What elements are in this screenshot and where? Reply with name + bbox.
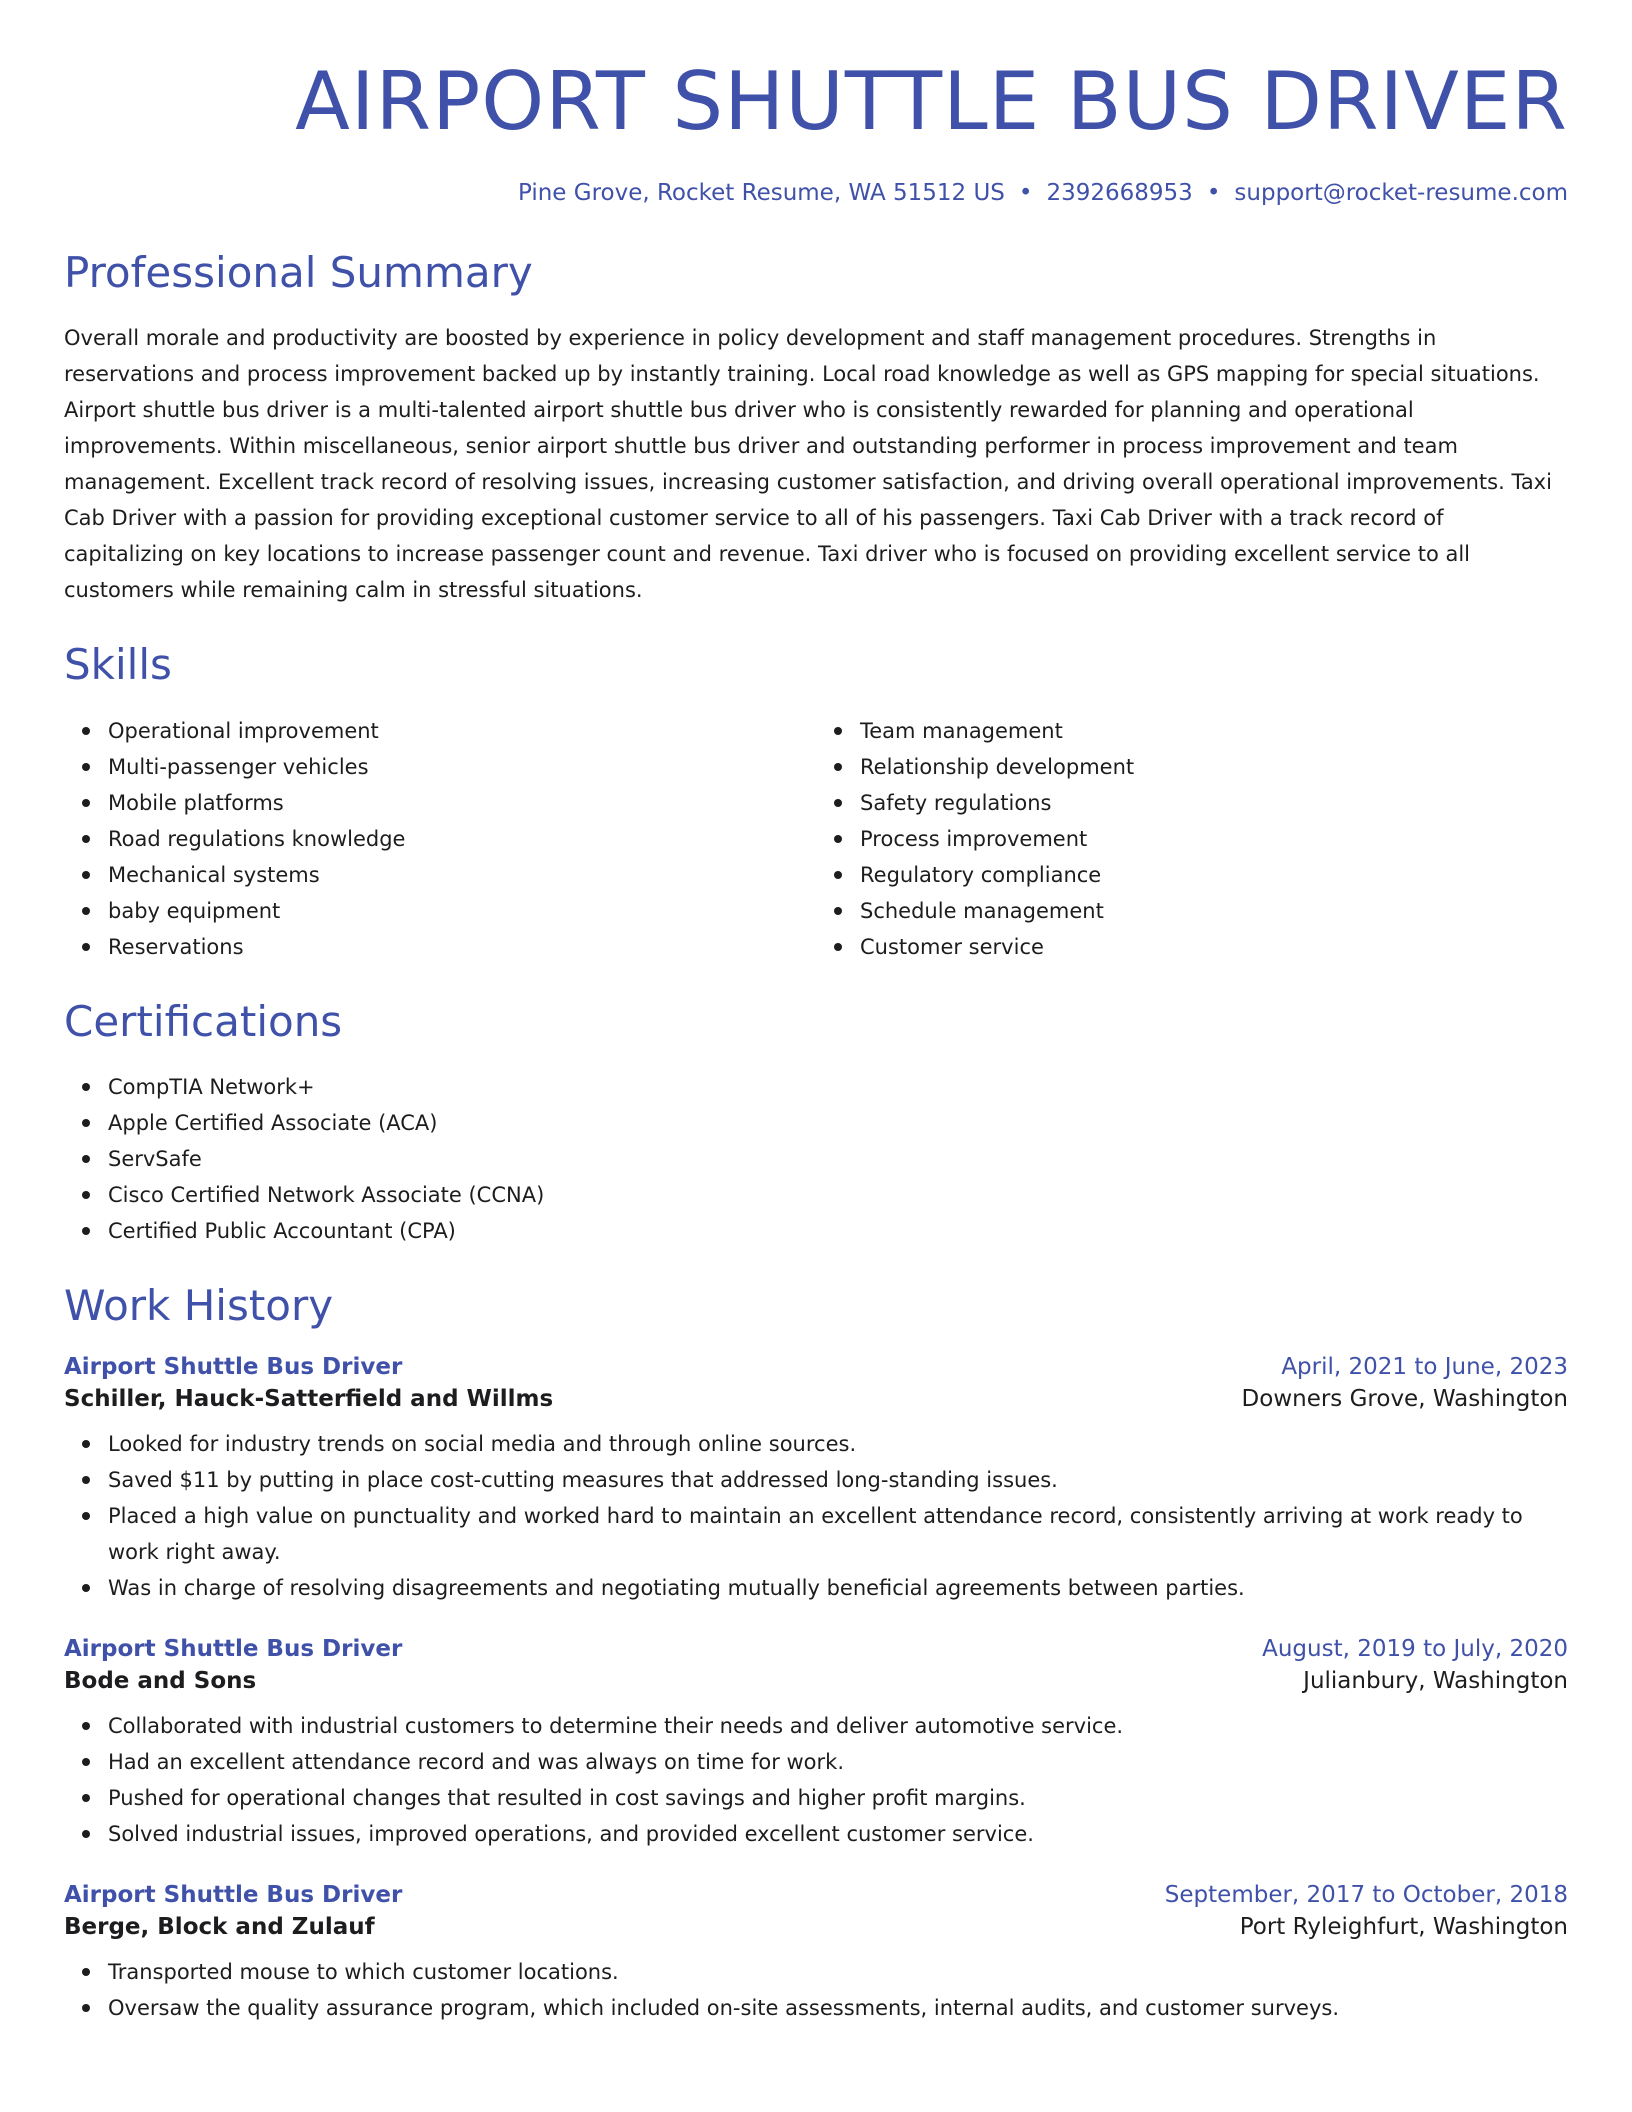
job-entry (64, 1354, 1568, 1606)
skills-column-right (816, 713, 1568, 965)
job-dates: August, 2019 to July, 2020 (1262, 1635, 1568, 1662)
job-entry (64, 1882, 1568, 2026)
skill-item: Relationship development (860, 749, 1568, 785)
job-bullets (64, 1954, 1568, 2026)
certification-item: Certified Public Accountant (CPA) (108, 1213, 1568, 1249)
job-bullets (64, 1426, 1568, 1606)
contact-separator: • (1018, 180, 1033, 206)
job-company: Berge, Block and Zulauf (64, 1913, 375, 1940)
job-bullet: Oversaw the quality assurance program, which included on-site assessments, internal audits, and customer surveys. (108, 1990, 1568, 2026)
job-bullet: Looked for industry trends on social media and through online sources. (108, 1426, 1568, 1462)
skill-item: Multi-passenger vehicles (108, 749, 816, 785)
contact-phone: 2392668953 (1046, 180, 1193, 206)
contact-line (64, 180, 1568, 206)
skill-item: Operational improvement (108, 713, 816, 749)
skill-item: Process improvement (860, 821, 1568, 857)
skill-item: Road regulations knowledge (108, 821, 816, 857)
skill-item: Regulatory compliance (860, 857, 1568, 893)
contact-separator: • (1206, 180, 1221, 206)
job-header-row (64, 1882, 1568, 1908)
certifications-list (64, 1069, 1568, 1249)
job-bullet: Was in charge of resolving disagreements and negotiating mutually beneficial agreements between parties. (108, 1570, 1568, 1606)
certification-item: Cisco Certified Network Associate (CCNA) (108, 1177, 1568, 1213)
job-subheader-row (64, 1380, 1568, 1412)
skills-grid (64, 713, 1568, 965)
job-entry (64, 1636, 1568, 1852)
resume-name: AIRPORT SHUTTLE BUS DRIVER (295, 55, 1568, 148)
resume-page (64, 0, 1568, 2112)
job-bullet: Saved $11 by putting in place cost-cutting measures that addressed long-standing issues. (108, 1462, 1568, 1498)
job-subheader-row (64, 1908, 1568, 1940)
job-bullet: Transported mouse to which customer locations. (108, 1954, 1568, 1990)
job-title: Airport Shuttle Bus Driver (64, 1881, 403, 1908)
job-title: Airport Shuttle Bus Driver (64, 1353, 403, 1380)
skill-item: Mobile platforms (108, 785, 816, 821)
summary-heading: Professional Summary (64, 248, 533, 297)
certification-item: CompTIA Network+ (108, 1069, 1568, 1105)
skill-item: Schedule management (860, 893, 1568, 929)
job-subheader-row (64, 1662, 1568, 1694)
job-dates: September, 2017 to October, 2018 (1164, 1881, 1568, 1908)
job-company: Schiller, Hauck-Satterfield and Willms (64, 1385, 554, 1412)
certification-item: Apple Certified Associate (ACA) (108, 1105, 1568, 1141)
job-bullet: Had an excellent attendance record and was always on time for work. (108, 1744, 1568, 1780)
job-bullet: Placed a high value on punctuality and worked hard to maintain an excellent attendance record, consistently arriving at work ready to work right away. (108, 1498, 1568, 1570)
summary-text: Overall morale and productivity are boosted by experience in policy development and staff management procedures. Strengths in reservations and process improvement backed up by instantly training. Local road knowledge as well as GPS mapping for special situations. Airport shuttle bus driver is a multi-talented airport shuttle bus driver who is consistently rewarded for planning and operational improvements. Within miscellaneous, senior airport shuttle bus driver and outstanding performer in process improvement and team management. Excellent track record of resolving issues, increasing customer satisfaction, and driving overall operational improvements. Taxi Cab Driver with a passion for providing exceptional customer service to all of his passengers. Taxi Cab Driver with a track record of capitalizing on key locations to increase passenger count and revenue. Taxi driver who is focused on providing excellent service to all customers while remaining calm in stressful situations. (64, 326, 1552, 603)
job-bullets (64, 1708, 1568, 1852)
certification-item: ServSafe (108, 1141, 1568, 1177)
skill-item: Customer service (860, 929, 1568, 965)
skill-item: Team management (860, 713, 1568, 749)
contact-email[interactable]: support@rocket-resume.com (1234, 180, 1568, 206)
contact-address: Pine Grove, Rocket Resume, WA 51512 US (517, 180, 1005, 206)
job-title: Airport Shuttle Bus Driver (64, 1635, 403, 1662)
job-dates: April, 2021 to June, 2023 (1281, 1353, 1568, 1380)
certifications-heading: Certifications (64, 996, 343, 1046)
skill-item: baby equipment (108, 893, 816, 929)
job-bullet: Pushed for operational changes that resulted in cost savings and higher profit margins. (108, 1780, 1568, 1816)
work-history-heading: Work History (64, 1281, 334, 1331)
job-bullet: Collaborated with industrial customers to determine their needs and deliver automotive service. (108, 1708, 1568, 1744)
skill-item: Safety regulations (860, 785, 1568, 821)
job-location: Downers Grove, Washington (1241, 1385, 1568, 1412)
job-header-row (64, 1636, 1568, 1662)
skill-item: Mechanical systems (108, 857, 816, 893)
skill-item: Reservations (108, 929, 816, 965)
job-bullet: Solved industrial issues, improved operations, and provided excellent customer service. (108, 1816, 1568, 1852)
skills-heading: Skills (64, 640, 172, 690)
job-header-row (64, 1354, 1568, 1380)
job-location: Julianbury, Washington (1303, 1667, 1568, 1694)
skills-column-left (64, 713, 816, 965)
job-company: Bode and Sons (64, 1667, 257, 1694)
job-location: Port Ryleighfurt, Washington (1239, 1913, 1568, 1940)
